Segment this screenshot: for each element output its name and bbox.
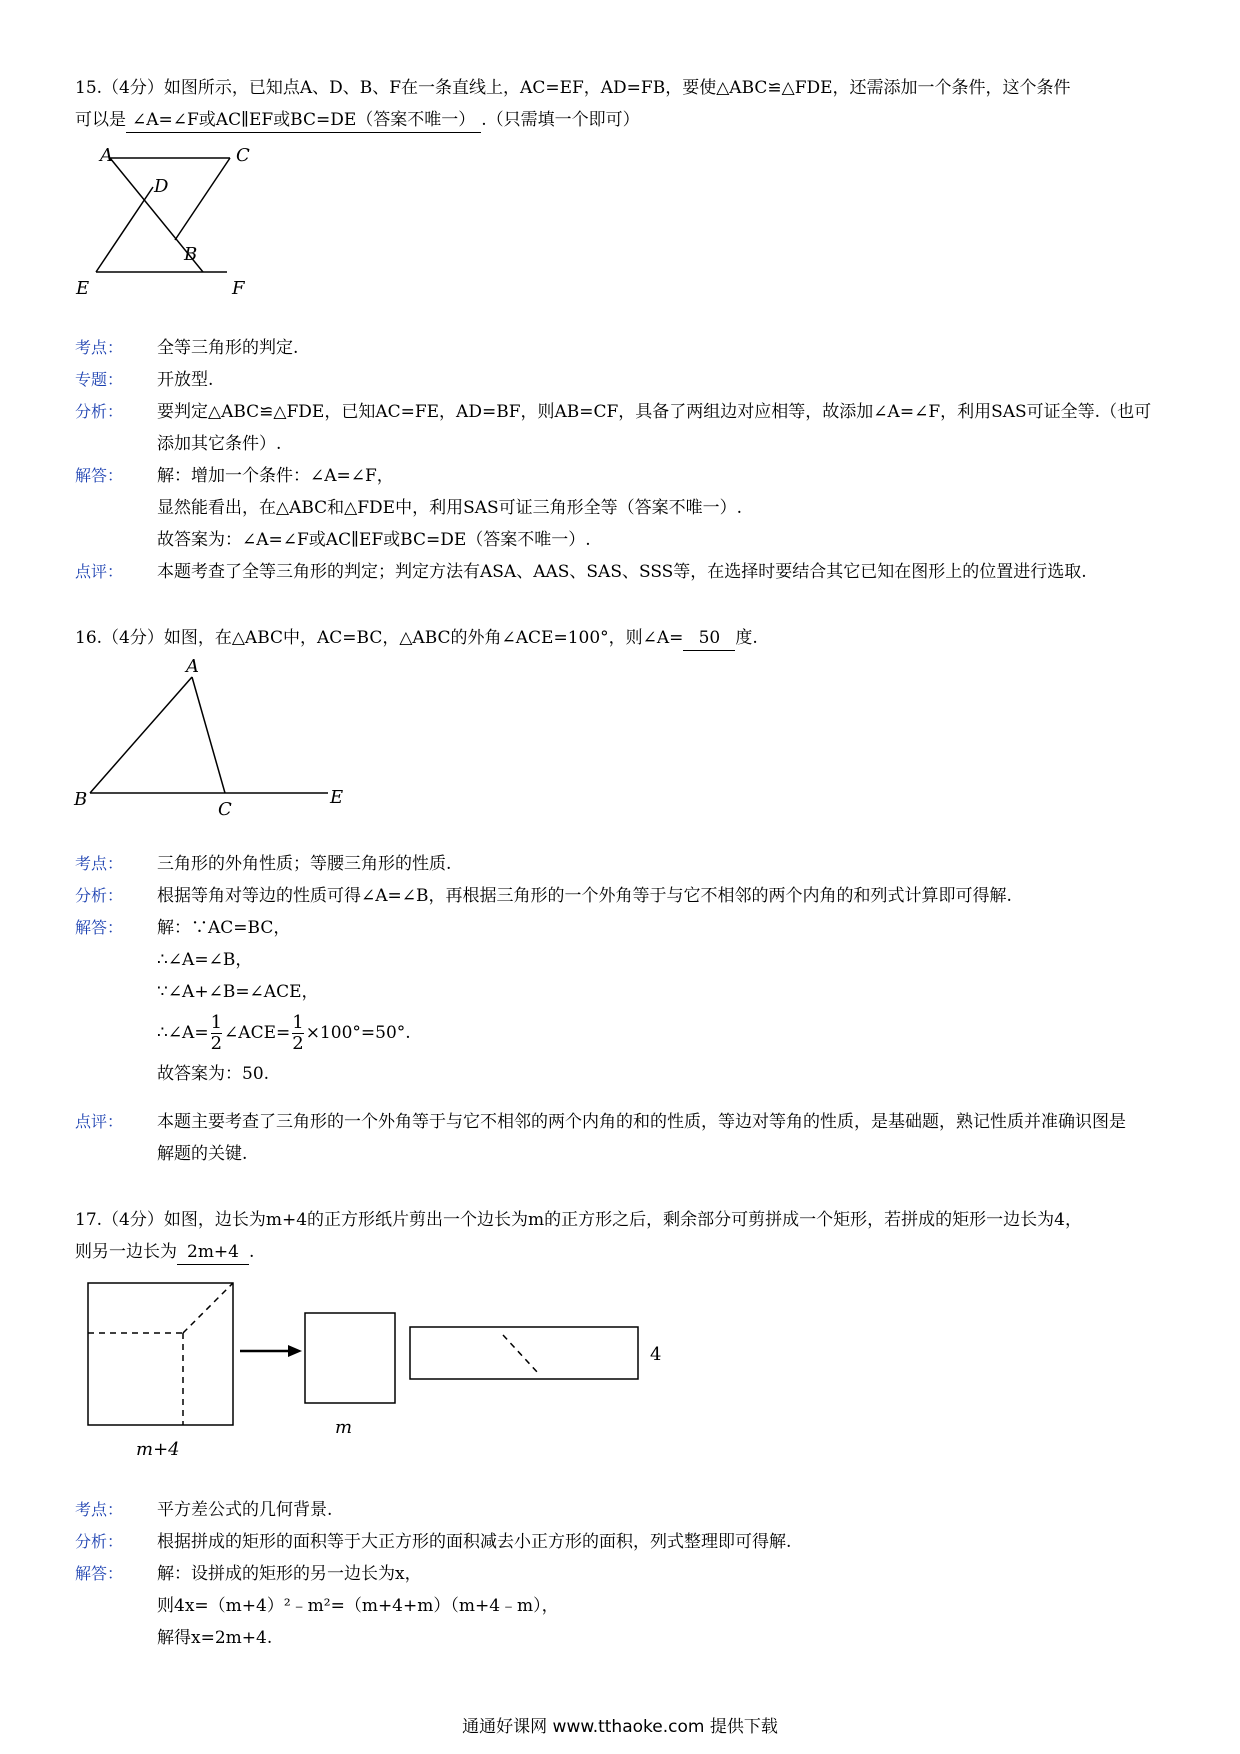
q16-label-C: C <box>218 799 232 820</box>
q15-fenxi-line1: 要判定△ABC≌△FDE，已知AC=FE，AD=BF，则AB=CF，具备了两组边对应相等，故添加∠A=∠F，利用SAS可证全等.（也可 <box>157 402 1152 422</box>
q15-jieda-line3: 故答案为：∠A=∠F或AC∥EF或BC=DE（答案不唯一）. <box>157 530 591 550</box>
q17-line2 <box>75 1236 1195 1268</box>
q17-jieda-label: 解答： <box>75 1564 124 1583</box>
q15-label-A: A <box>100 145 113 166</box>
q17-line2-post: . <box>249 1242 255 1262</box>
q17-kaodian-label: 考点： <box>75 1500 124 1519</box>
q16-dianping <box>75 1106 1225 1170</box>
q17-line1: 17.（4分）如图，边长为m+4的正方形纸片剪出一个边长为m的正方形之后，剩余部分可剪拼成一个矩形，若拼成的矩形一边长为4， <box>75 1210 1082 1230</box>
q16-fraction-1 <box>211 1013 222 1054</box>
q15-kaodian <box>75 332 1225 364</box>
q16-jieda-line3: ∵∠A+∠B=∠ACE， <box>157 982 319 1002</box>
q15-jieda <box>75 460 1225 556</box>
q16-jieda <box>75 912 1225 1090</box>
q15-jieda-label: 解答： <box>75 466 124 485</box>
q15-kaodian-label: 考点： <box>75 338 124 357</box>
q17-label-big: m+4 <box>136 1439 180 1460</box>
q16-dianping-line1: 本题主要考查了三角形的一个外角等于与它不相邻的两个内角的和的性质，等边对等角的性质，是基础题，熟记性质并准确识图是 <box>157 1112 1126 1132</box>
q16-line-post: 度. <box>735 628 758 648</box>
q16-fenxi-text: 根据等角对等边的性质可得∠A=∠B，再根据三角形的一个外角等于与它不相邻的两个内角的和列式计算即可得解. <box>157 886 1012 906</box>
q15-jieda-line1: 解：增加一个条件：∠A=∠F， <box>157 466 394 486</box>
q16-fraction-2 <box>292 1013 303 1054</box>
q15-fenxi-label: 分析： <box>75 402 124 421</box>
q16-dianping-line2: 解题的关键. <box>157 1144 248 1164</box>
q16-jieda4-c: ×100°=50°. <box>305 1023 411 1043</box>
q16-frac2-den: 2 <box>292 1033 304 1054</box>
q16-jieda-line1: 解：∵AC=BC， <box>157 918 291 938</box>
q16-frac2-num: 1 <box>292 1012 304 1033</box>
q16-figure <box>70 655 360 820</box>
q17-answer: 2m+4 <box>177 1240 249 1265</box>
q16-kaodian <box>75 848 1225 880</box>
q16-kaodian-label: 考点： <box>75 854 124 873</box>
q17-stem <box>75 1204 1195 1268</box>
q15-kaodian-text: 全等三角形的判定. <box>157 338 299 358</box>
q15-answer: ∠A=∠F或AC∥EF或BC=DE（答案不唯一） <box>126 108 481 133</box>
q15-zhuanti-label: 专题： <box>75 370 124 389</box>
q17-fenxi-text: 根据拼成的矩形的面积等于大正方形的面积减去小正方形的面积，列式整理即可得解. <box>157 1532 792 1552</box>
q17-figure <box>80 1275 680 1465</box>
q17-kaodian-text: 平方差公式的几何背景. <box>157 1500 333 1520</box>
q16-jieda-line5: 故答案为：50. <box>157 1064 270 1084</box>
q16-jieda-label: 解答： <box>75 918 124 937</box>
q16-stem <box>75 622 1195 654</box>
q17-fenxi-label: 分析： <box>75 1532 124 1551</box>
q17-jieda <box>75 1558 1225 1654</box>
q15-stem <box>75 72 1195 136</box>
q15-line2-post: .（只需填一个即可） <box>481 110 640 130</box>
q16-frac1-den: 2 <box>210 1033 223 1054</box>
q15-label-D: D <box>154 176 169 197</box>
q15-fenxi-line2: 添加其它条件）. <box>157 434 282 454</box>
q16-jieda-line4 <box>157 1008 1225 1058</box>
q16-jieda4-a: ∴∠A= <box>157 1023 209 1043</box>
q15-label-E: E <box>76 278 90 299</box>
q15-jieda-line2: 显然能看出，在△ABC和△FDE中，利用SAS可证三角形全等（答案不唯一）. <box>157 498 743 518</box>
page-footer: 通通好课网 www.tthaoke.com 提供下载 <box>462 1717 778 1737</box>
q15-label-C: C <box>236 145 250 166</box>
q16-label-B: B <box>74 789 88 810</box>
q17-jieda-line2: 则4x=（m+4）²﹣m²=（m+4+m）（m+4﹣m）， <box>157 1596 559 1616</box>
q16-label-A: A <box>186 656 199 677</box>
q15-dianping-label: 点评： <box>75 562 124 581</box>
q15-fenxi <box>75 396 1225 460</box>
q15-zhuanti-text: 开放型. <box>157 370 214 390</box>
q16-frac1-num: 1 <box>210 1012 223 1033</box>
q17-label-rect: 4 <box>650 1344 662 1365</box>
q15-line2 <box>75 104 1195 136</box>
q16-line-pre: 16.（4分）如图，在△ABC中，AC=BC，△ABC的外角∠ACE=100°，则∠A= <box>75 628 684 648</box>
q16-dianping-label: 点评： <box>75 1112 124 1131</box>
q15-figure <box>70 140 290 300</box>
q17-jieda-line1: 解：设拼成的矩形的另一边长为x， <box>157 1564 422 1584</box>
q15-line2-pre: 可以是 <box>75 110 126 130</box>
q17-kaodian <box>75 1494 1225 1526</box>
q17-label-small: m <box>335 1417 353 1438</box>
q17-fenxi <box>75 1526 1225 1558</box>
q15-zhuanti <box>75 364 1225 396</box>
q15-label-F: F <box>232 278 245 299</box>
q15-line1: 15.（4分）如图所示，已知点A、D、B、F在一条直线上，AC=EF，AD=FB，要使△ABC≌△FDE，还需添加一个条件，这个条件 <box>75 78 1071 98</box>
q16-fenxi-label: 分析： <box>75 886 124 905</box>
q16-answer: 50 <box>683 626 735 651</box>
q15-dianping <box>75 556 1225 588</box>
q17-line2-pre: 则另一边长为 <box>75 1242 177 1262</box>
q16-fenxi <box>75 880 1225 912</box>
q15-dianping-text: 本题考查了全等三角形的判定；判定方法有ASA、AAS、SAS、SSS等，在选择时要结合其它已知在图形上的位置进行选取. <box>157 562 1087 582</box>
q15-label-B: B <box>184 244 198 265</box>
q16-jieda4-b: ∠ACE= <box>224 1023 291 1043</box>
q16-label-E: E <box>330 787 344 808</box>
q17-jieda-line3: 解得x=2m+4. <box>157 1628 273 1648</box>
q16-jieda-line2: ∴∠A=∠B， <box>157 950 253 970</box>
q16-kaodian-text: 三角形的外角性质；等腰三角形的性质. <box>157 854 452 874</box>
